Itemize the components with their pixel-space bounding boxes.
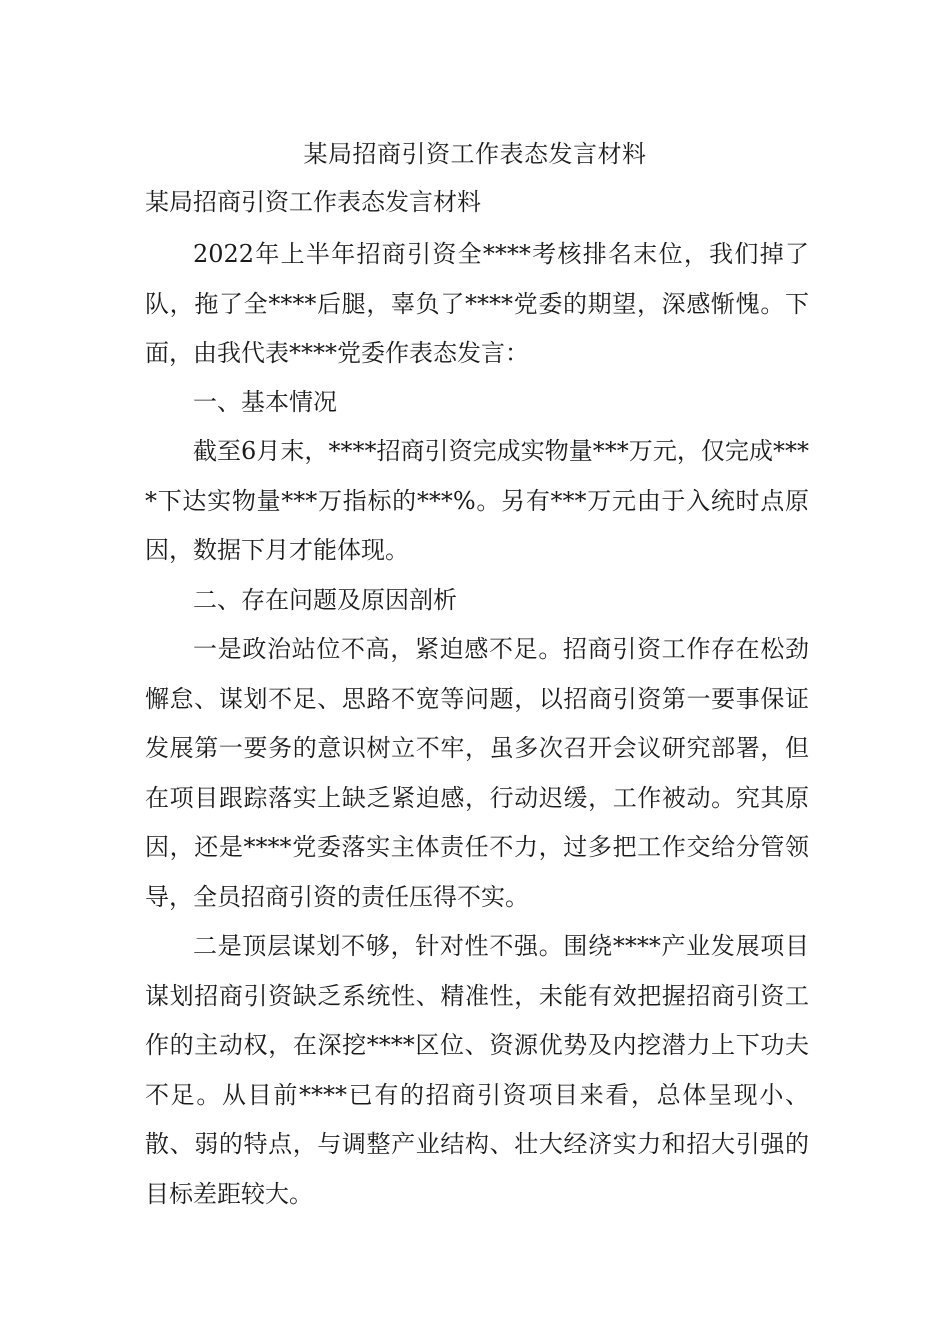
section-heading-basic-situation: 一、基本情况 [193, 388, 337, 416]
document-title: 某局招商引资工作表态发言材料 [303, 140, 647, 168]
section-heading-problems: 二、存在问题及原因剖析 [193, 586, 457, 614]
point2-paragraph: 二是顶层谋划不够，针对性不强。围绕****产业发展项目谋划招商引资缺乏系统性、精准性，未能有效把握招商引资工作的主动权，在深挖****区位、资源优势及内挖潜力上下功夫不足。从目前****已有的招商引资项目来看，总体呈现小、散、弱的特点，与调整产业结构、壮大经济实力和招大引强的目标差距较大。 [145, 932, 809, 1208]
section1-paragraph: 截至6月末，****招商引资完成实物量***万元，仅完成****下达实物量***万指标的***%。另有***万元由于入统时点原因，数据下月才能体现。 [145, 437, 809, 564]
intro-paragraph: 2022年上半年招商引资全****考核排名末位，我们掉了队，拖了全****后腿，辜负了****党委的期望，深感惭愧。下面，由我代表****党委作表态发言： [145, 240, 809, 367]
document-subtitle: 某局招商引资工作表态发言材料 [145, 188, 481, 216]
point1-paragraph: 一是政治站位不高，紧迫感不足。招商引资工作存在松劲懈怠、谋划不足、思路不宽等问题，以招商引资第一要事保证发展第一要务的意识树立不牢，虽多次召开会议研究部署，但在项目跟踪落实上缺乏紧迫感，行动迟缓，工作被动。究其原因，还是****党委落实主体责任不力，过多把工作交给分管领导，全员招商引资的责任压得不实。 [145, 635, 809, 911]
